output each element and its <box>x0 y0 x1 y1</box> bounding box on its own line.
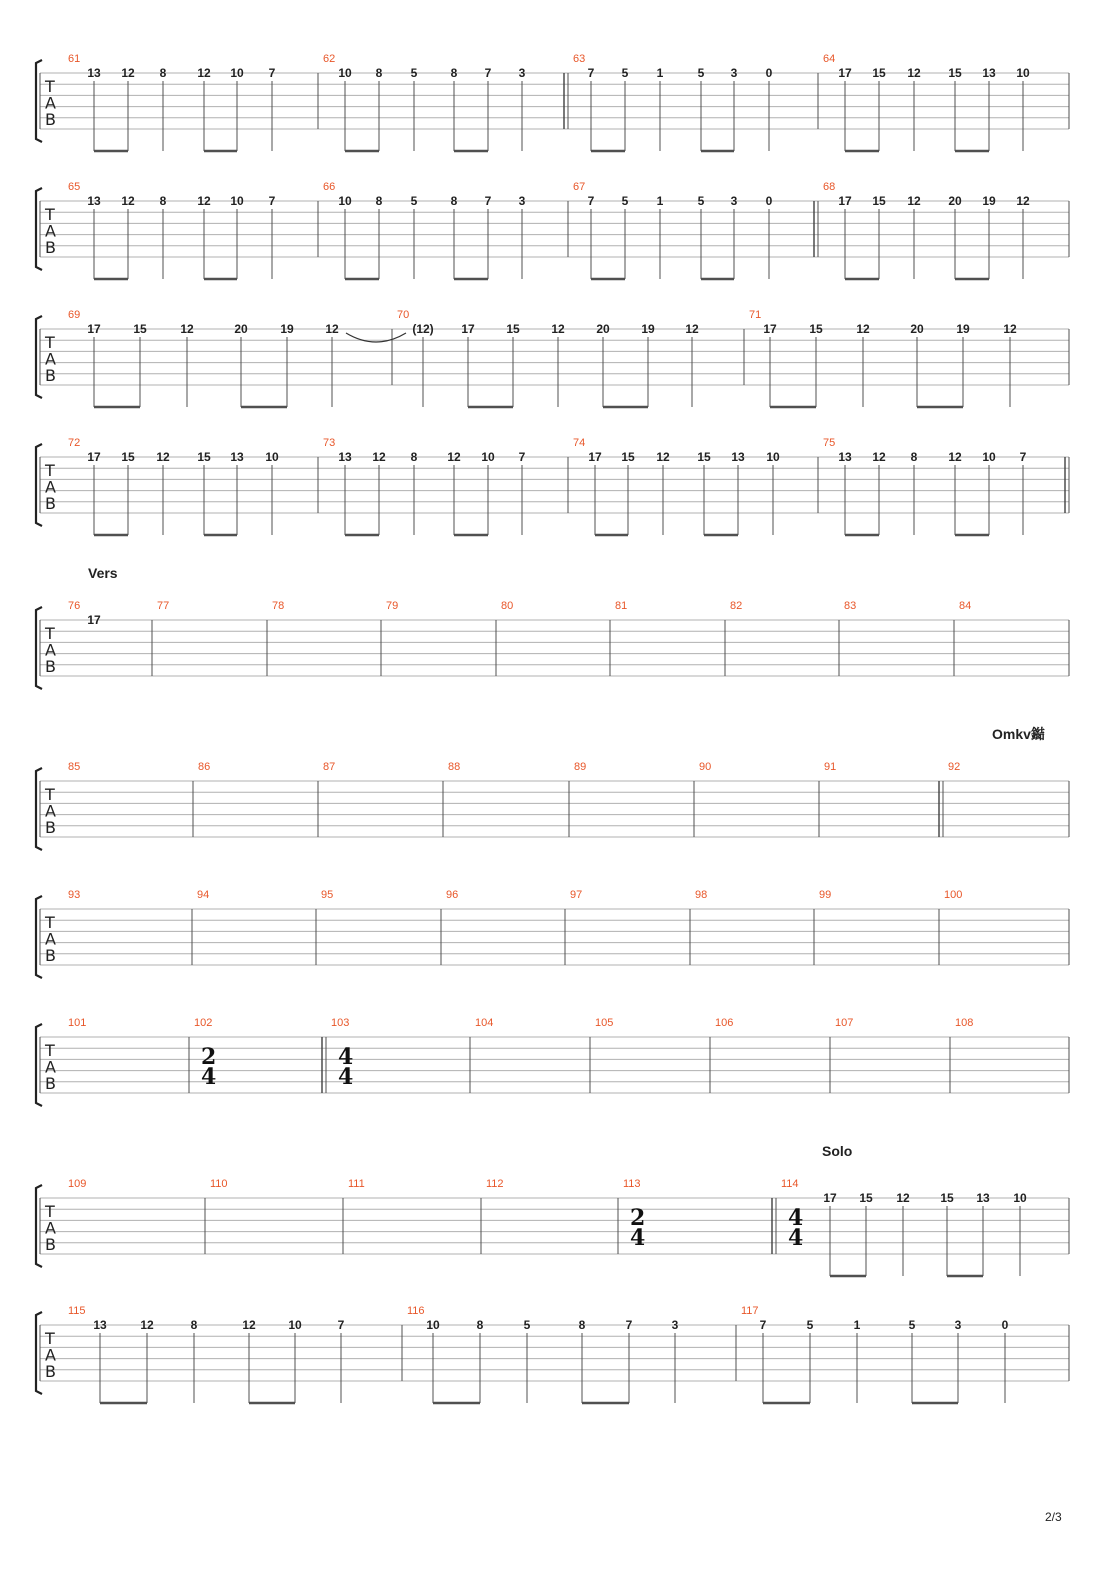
fret-number: 17 <box>87 450 101 464</box>
fret-number: 12 <box>325 322 339 336</box>
fret-number: 7 <box>337 1318 345 1332</box>
fret-number: 8 <box>375 66 383 80</box>
tab-clef-letter: A <box>45 1218 56 1238</box>
fret-number: 8 <box>578 1318 586 1332</box>
fret-number: 3 <box>518 194 526 208</box>
tab-clef-letter: T <box>45 1202 55 1221</box>
fret-number: 7 <box>1019 450 1027 464</box>
fret-number: 8 <box>159 194 167 208</box>
tab-clef-letter: B <box>45 1074 56 1093</box>
fret-number: 15 <box>506 322 520 336</box>
measure-number: 63 <box>573 53 586 65</box>
fret-number: 17 <box>87 613 101 627</box>
tab-clef-letter: B <box>45 1362 56 1381</box>
measure-number: 103 <box>331 1017 350 1029</box>
fret-number: 12 <box>907 66 921 80</box>
tab-system <box>36 1017 1069 1106</box>
fret-number: 15 <box>940 1191 954 1205</box>
measure-number: 115 <box>68 1305 86 1317</box>
system-brace <box>36 896 42 978</box>
measure-number: 113 <box>623 1178 641 1190</box>
system-brace <box>36 60 42 142</box>
fret-number: 5 <box>908 1318 916 1332</box>
system-brace <box>36 607 42 689</box>
fret-number: 8 <box>190 1318 198 1332</box>
measure-number: 80 <box>501 600 514 612</box>
system-brace <box>36 316 42 398</box>
fret-number: 8 <box>375 194 383 208</box>
fret-number: 10 <box>288 1318 302 1332</box>
section-label: Vers <box>88 565 118 581</box>
fret-number: 10 <box>230 66 244 80</box>
measure-number: 62 <box>323 53 336 65</box>
fret-number: 15 <box>872 194 886 208</box>
tab-clef-letter: B <box>45 946 56 965</box>
fret-number: 20 <box>596 322 610 336</box>
measure-number: 91 <box>824 761 837 773</box>
fret-number: 5 <box>697 194 705 208</box>
fret-number: 19 <box>280 322 294 336</box>
fret-number: 8 <box>450 66 458 80</box>
measure-number: 65 <box>68 181 81 193</box>
fret-number: (12) <box>412 322 434 336</box>
fret-number: 5 <box>410 194 418 208</box>
measure-number: 89 <box>574 761 587 773</box>
fret-number: 1 <box>853 1318 861 1332</box>
fret-number: 5 <box>523 1318 531 1332</box>
fret-number: 12 <box>121 66 135 80</box>
fret-number: 15 <box>697 450 711 464</box>
measure-number: 68 <box>823 181 836 193</box>
tab-clef-letter: T <box>45 1329 55 1348</box>
tab-system <box>36 889 1069 978</box>
fret-number: 15 <box>948 66 962 80</box>
fret-number: 0 <box>1001 1318 1009 1332</box>
tab-system <box>36 437 1069 535</box>
system-brace <box>36 1024 42 1106</box>
fret-number: 17 <box>823 1191 837 1205</box>
measure-number: 83 <box>844 600 857 612</box>
measure-number: 111 <box>348 1178 365 1190</box>
fret-number: 13 <box>976 1191 990 1205</box>
fret-number: 13 <box>230 450 244 464</box>
tab-clef-letter: A <box>45 801 56 821</box>
fret-number: 19 <box>956 322 970 336</box>
tab-clef-letter: B <box>45 366 56 385</box>
fret-number: 5 <box>621 66 629 80</box>
measure-number: 108 <box>955 1017 974 1029</box>
time-signature-bottom: 4 <box>201 1064 217 1090</box>
tab-clef-letter: A <box>45 477 56 497</box>
measure-number: 72 <box>68 437 81 449</box>
measure-number: 78 <box>272 600 285 612</box>
fret-number: 5 <box>697 66 705 80</box>
measure-number: 75 <box>823 437 836 449</box>
fret-number: 13 <box>982 66 996 80</box>
tab-system <box>36 53 1069 151</box>
fret-number: 8 <box>910 450 918 464</box>
fret-number: 15 <box>133 322 147 336</box>
fret-number: 17 <box>588 450 602 464</box>
tab-clef-letter: B <box>45 238 56 257</box>
tab-clef-letter: T <box>45 77 55 96</box>
measure-number: 61 <box>68 53 81 65</box>
fret-number: 8 <box>450 194 458 208</box>
fret-number: 12 <box>156 450 170 464</box>
tab-clef-letter: T <box>45 333 55 352</box>
system-brace <box>36 1312 42 1394</box>
fret-number: 15 <box>621 450 635 464</box>
measure-number: 100 <box>944 889 963 901</box>
page-number: 2/3 <box>1045 1510 1062 1524</box>
time-signature-top: 4 <box>338 1044 354 1070</box>
fret-number: 12 <box>872 450 886 464</box>
fret-number: 12 <box>140 1318 154 1332</box>
fret-number: 12 <box>242 1318 256 1332</box>
fret-number: 10 <box>265 450 279 464</box>
measure-number: 82 <box>730 600 743 612</box>
fret-number: 19 <box>641 322 655 336</box>
tab-clef-letter: A <box>45 93 56 113</box>
measure-number: 101 <box>68 1017 87 1029</box>
fret-number: 7 <box>268 66 276 80</box>
fret-number: 17 <box>461 322 475 336</box>
measure-number: 105 <box>595 1017 614 1029</box>
fret-number: 3 <box>518 66 526 80</box>
fret-number: 10 <box>481 450 495 464</box>
measure-number: 97 <box>570 889 583 901</box>
fret-number: 10 <box>1016 66 1030 80</box>
fret-number: 12 <box>948 450 962 464</box>
fret-number: 15 <box>121 450 135 464</box>
system-brace <box>36 768 42 850</box>
tab-clef-letter: A <box>45 929 56 949</box>
measure-number: 84 <box>959 600 972 612</box>
fret-number: 12 <box>1003 322 1017 336</box>
fret-number: 17 <box>87 322 101 336</box>
fret-number: 12 <box>197 194 211 208</box>
fret-number: 12 <box>551 322 565 336</box>
measure-number: 90 <box>699 761 712 773</box>
fret-number: 12 <box>180 322 194 336</box>
tab-clef-letter: B <box>45 657 56 676</box>
measure-number: 74 <box>573 437 586 449</box>
fret-number: 3 <box>954 1318 962 1332</box>
fret-number: 12 <box>447 450 461 464</box>
tab-system <box>36 1143 1069 1276</box>
tab-clef-letter: T <box>45 1041 55 1060</box>
measure-number: 64 <box>823 53 836 65</box>
fret-number: 7 <box>484 194 492 208</box>
tab-clef-letter: B <box>45 110 56 129</box>
measure-number: 73 <box>323 437 336 449</box>
fret-number: 10 <box>1013 1191 1027 1205</box>
time-signature-top: 4 <box>788 1205 804 1231</box>
fret-number: 12 <box>656 450 670 464</box>
fret-number: 5 <box>410 66 418 80</box>
fret-number: 12 <box>1016 194 1030 208</box>
system-brace <box>36 1185 42 1267</box>
fret-number: 3 <box>730 66 738 80</box>
fret-number: 13 <box>87 66 101 80</box>
tab-clef-letter: A <box>45 1345 56 1365</box>
tab-system <box>36 1305 1069 1403</box>
fret-number: 7 <box>625 1318 633 1332</box>
fret-number: 10 <box>338 66 352 80</box>
section-label: Omkv鐑 <box>992 726 1045 742</box>
fret-number: 12 <box>372 450 386 464</box>
fret-number: 20 <box>948 194 962 208</box>
measure-number: 69 <box>68 309 81 321</box>
fret-number: 7 <box>268 194 276 208</box>
measure-number: 104 <box>475 1017 494 1029</box>
systems-layer <box>36 53 1069 1403</box>
measure-number: 79 <box>386 600 399 612</box>
fret-number: 10 <box>982 450 996 464</box>
measure-number: 107 <box>835 1017 854 1029</box>
measure-number: 99 <box>819 889 832 901</box>
fret-number: 13 <box>838 450 852 464</box>
tab-clef-letter: T <box>45 461 55 480</box>
fret-number: 15 <box>859 1191 873 1205</box>
tab-clef-letter: A <box>45 640 56 660</box>
fret-number: 7 <box>518 450 526 464</box>
fret-number: 0 <box>765 194 773 208</box>
tab-system <box>36 726 1069 850</box>
measure-number: 71 <box>749 309 762 321</box>
fret-number: 7 <box>587 194 595 208</box>
time-signature-bottom: 4 <box>630 1225 646 1251</box>
fret-number: 17 <box>838 66 852 80</box>
tab-clef-letter: A <box>45 1057 56 1077</box>
fret-number: 8 <box>410 450 418 464</box>
section-label: Solo <box>822 1143 853 1159</box>
fret-number: 5 <box>806 1318 814 1332</box>
measure-number: 94 <box>197 889 210 901</box>
measure-number: 116 <box>407 1305 425 1317</box>
fret-number: 7 <box>484 66 492 80</box>
measure-number: 88 <box>448 761 461 773</box>
measure-number: 102 <box>194 1017 213 1029</box>
fret-number: 7 <box>587 66 595 80</box>
tab-clef-letter: T <box>45 913 55 932</box>
tab-clef-letter: T <box>45 785 55 804</box>
time-signature-top: 2 <box>630 1205 646 1231</box>
time-signature-bottom: 4 <box>788 1225 804 1251</box>
system-brace <box>36 444 42 526</box>
fret-number: 12 <box>896 1191 910 1205</box>
measure-number: 70 <box>397 309 410 321</box>
tab-system <box>36 309 1069 407</box>
fret-number: 13 <box>93 1318 107 1332</box>
fret-number: 3 <box>730 194 738 208</box>
fret-number: 20 <box>910 322 924 336</box>
fret-number: 13 <box>87 194 101 208</box>
measure-number: 67 <box>573 181 586 193</box>
tab-clef-letter: T <box>45 205 55 224</box>
measure-number: 85 <box>68 761 81 773</box>
measure-number: 66 <box>323 181 336 193</box>
fret-number: 10 <box>230 194 244 208</box>
tab-clef-letter: B <box>45 818 56 837</box>
fret-number: 15 <box>809 322 823 336</box>
time-signature-bottom: 4 <box>338 1064 354 1090</box>
measure-number: 117 <box>741 1305 759 1317</box>
measure-number: 109 <box>68 1178 87 1190</box>
fret-number: 15 <box>197 450 211 464</box>
measure-number: 98 <box>695 889 708 901</box>
fret-number: 3 <box>671 1318 679 1332</box>
fret-number: 13 <box>731 450 745 464</box>
tab-system <box>36 565 1069 689</box>
measure-number: 96 <box>446 889 459 901</box>
fret-number: 8 <box>476 1318 484 1332</box>
fret-number: 7 <box>759 1318 767 1332</box>
measure-number: 112 <box>486 1178 504 1190</box>
fret-number: 17 <box>838 194 852 208</box>
fret-number: 20 <box>234 322 248 336</box>
measure-number: 110 <box>210 1178 228 1190</box>
fret-number: 8 <box>159 66 167 80</box>
fret-number: 12 <box>907 194 921 208</box>
measure-number: 81 <box>615 600 628 612</box>
fret-number: 10 <box>338 194 352 208</box>
tab-clef-letter: A <box>45 221 56 241</box>
measure-number: 114 <box>781 1178 799 1190</box>
measure-number: 87 <box>323 761 336 773</box>
system-brace <box>36 188 42 270</box>
fret-number: 0 <box>765 66 773 80</box>
fret-number: 1 <box>656 66 664 80</box>
fret-number: 10 <box>426 1318 440 1332</box>
fret-number: 13 <box>338 450 352 464</box>
measure-number: 77 <box>157 600 170 612</box>
measure-number: 106 <box>715 1017 734 1029</box>
measure-number: 76 <box>68 600 81 612</box>
fret-number: 5 <box>621 194 629 208</box>
tab-clef-letter: T <box>45 624 55 643</box>
fret-number: 12 <box>685 322 699 336</box>
fret-number: 15 <box>872 66 886 80</box>
fret-number: 19 <box>982 194 996 208</box>
fret-number: 12 <box>856 322 870 336</box>
fret-number: 1 <box>656 194 664 208</box>
tab-system <box>36 181 1069 279</box>
tab-clef-letter: B <box>45 494 56 513</box>
fret-number: 10 <box>766 450 780 464</box>
measure-number: 95 <box>321 889 334 901</box>
measure-number: 93 <box>68 889 81 901</box>
tab-clef-letter: B <box>45 1235 56 1254</box>
fret-number: 12 <box>197 66 211 80</box>
fret-number: 17 <box>763 322 777 336</box>
time-signature-top: 2 <box>201 1044 217 1070</box>
measure-number: 92 <box>948 761 961 773</box>
tab-clef-letter: A <box>45 349 56 369</box>
fret-number: 12 <box>121 194 135 208</box>
measure-number: 86 <box>198 761 211 773</box>
